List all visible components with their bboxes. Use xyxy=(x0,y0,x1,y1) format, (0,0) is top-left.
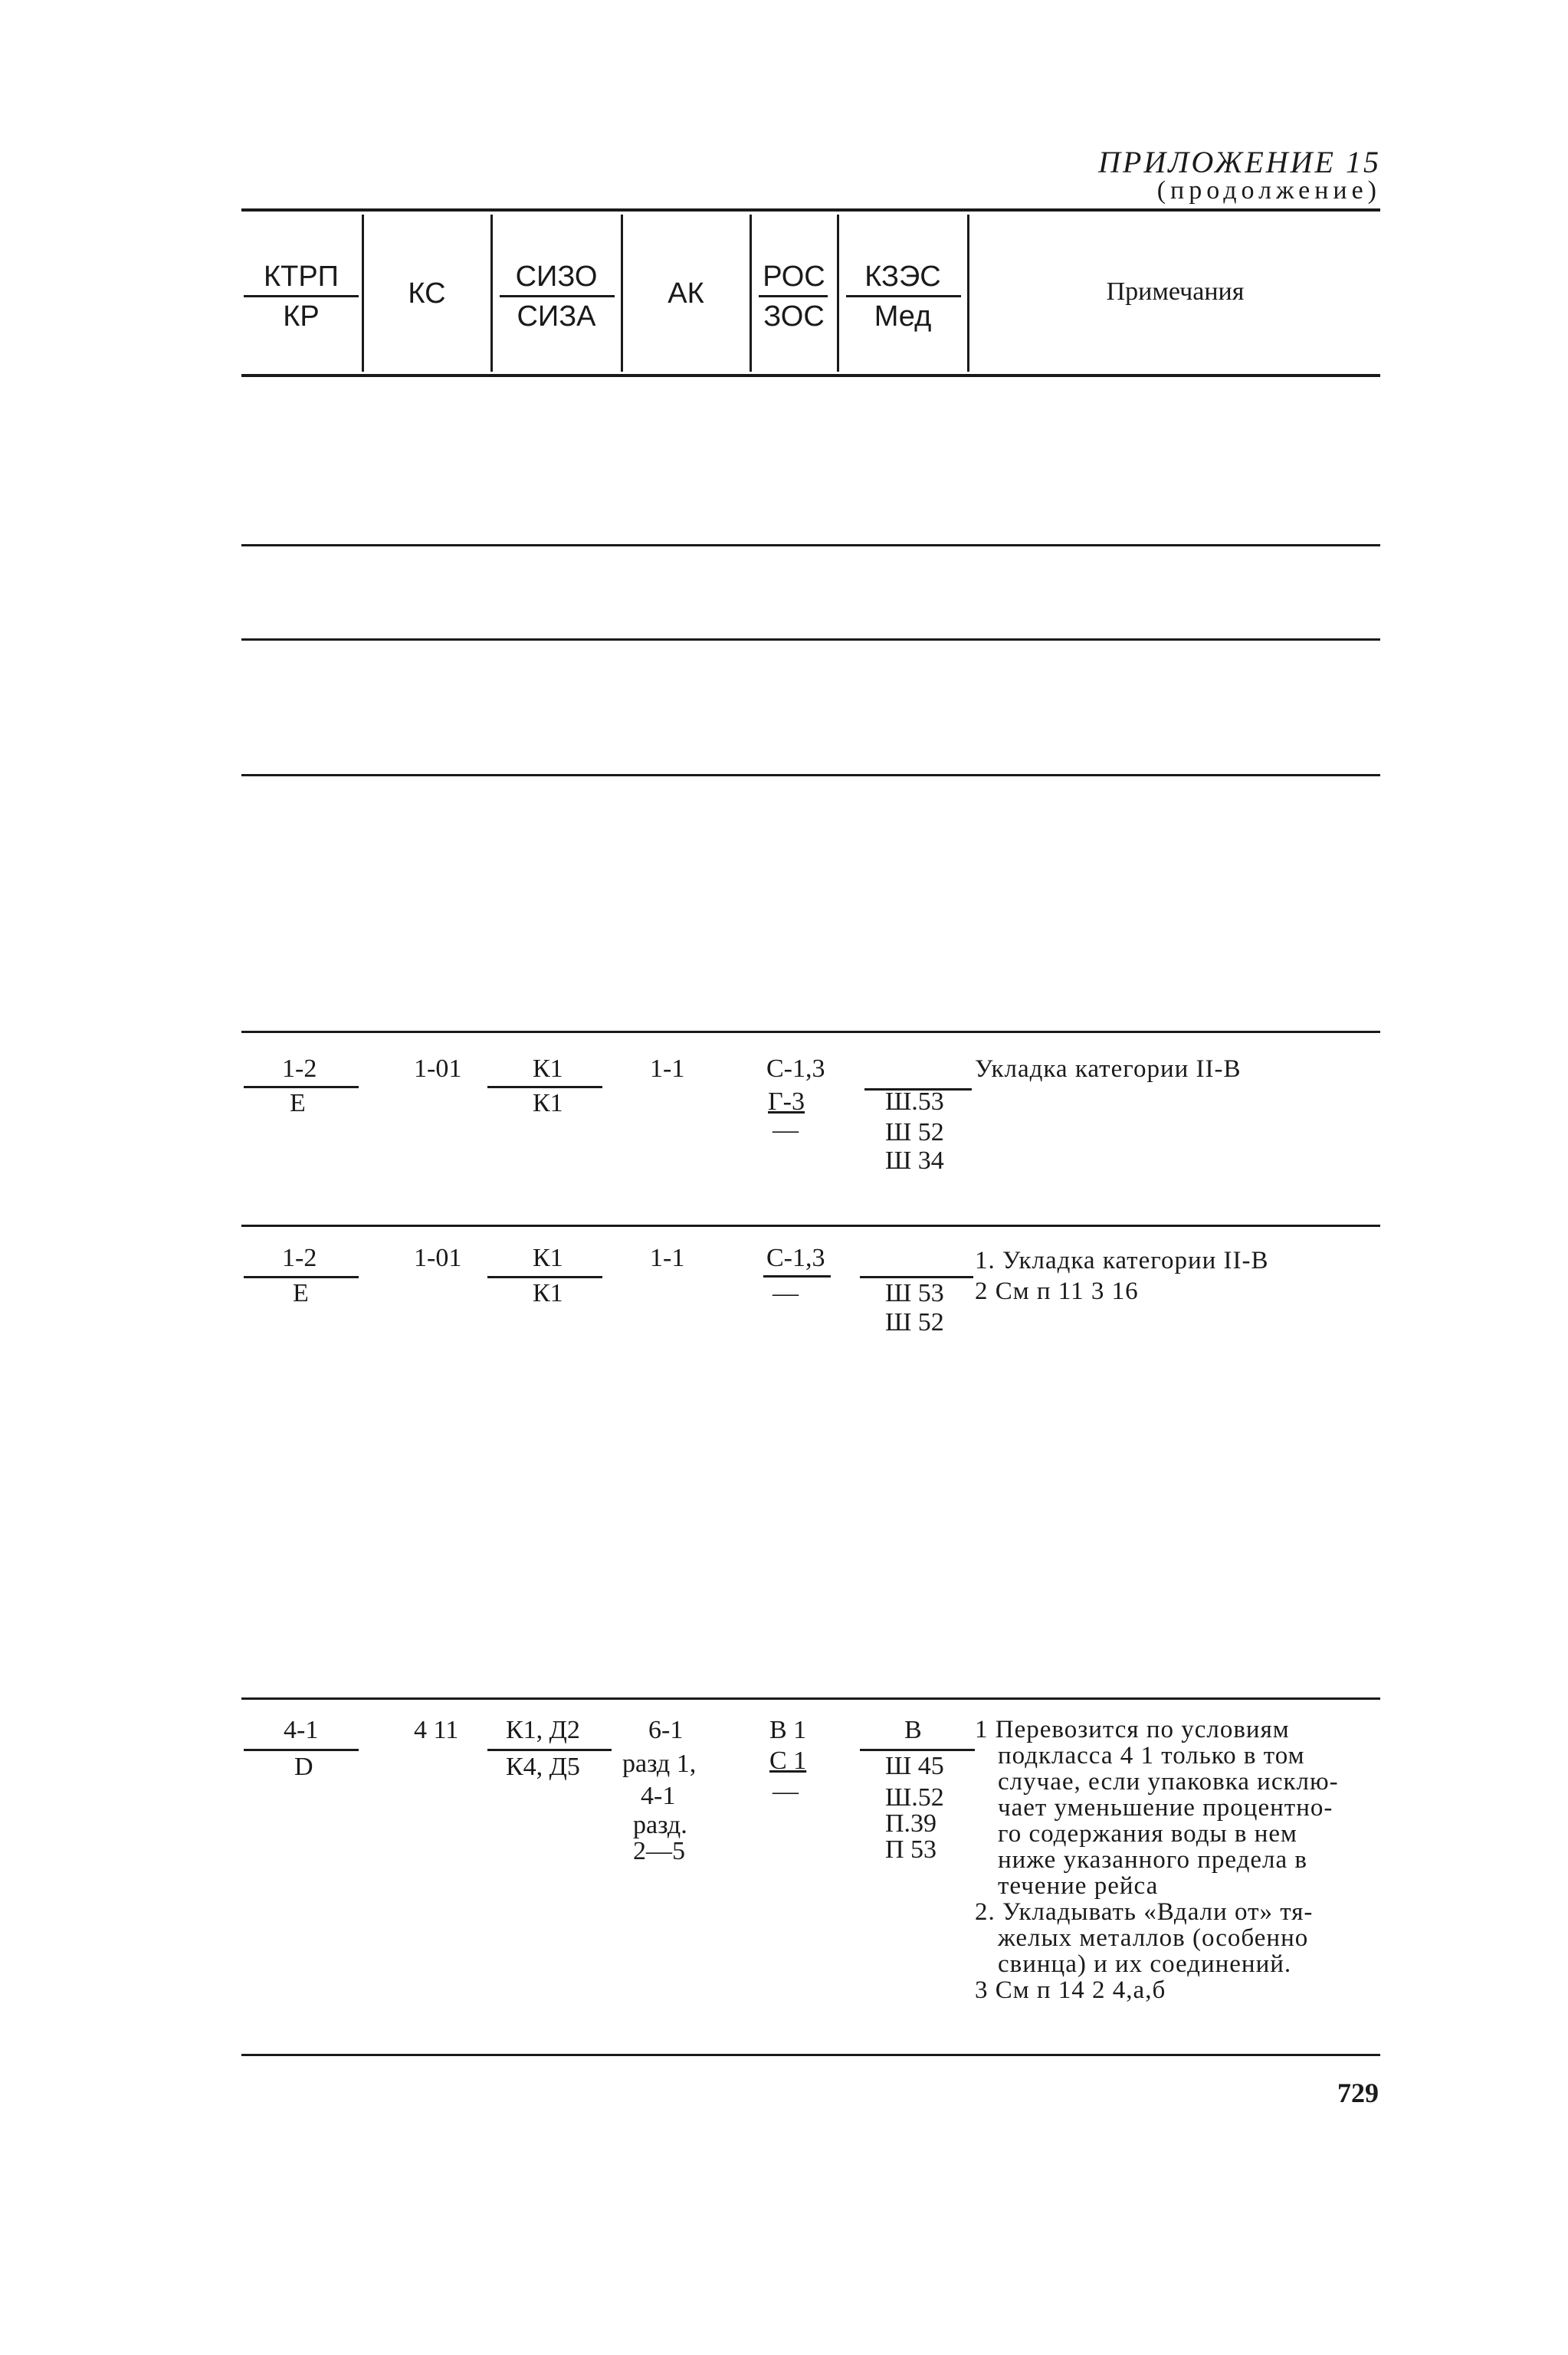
cell-fraction-line xyxy=(763,1275,831,1278)
cell-kzes: Ш 53 xyxy=(885,1279,944,1307)
cell-kzes: Ш.53 xyxy=(885,1087,944,1116)
note-line: случае, если упаковка исклю- xyxy=(998,1768,1339,1796)
col-separator xyxy=(362,215,364,372)
cell-ak: 4-1 xyxy=(641,1782,676,1810)
cell-ak: разд. xyxy=(633,1811,687,1839)
col-header-ak: АК xyxy=(668,277,704,310)
cell-kzes: Ш 52 xyxy=(885,1118,944,1146)
header-fraction-line xyxy=(244,295,359,297)
cell-ks: 4 11 xyxy=(414,1716,459,1744)
cell-notes xyxy=(975,1056,1242,1082)
note-line: желых металлов (особенно xyxy=(998,1924,1309,1952)
col-header-med: Мед xyxy=(874,300,932,333)
cell-sizo: К1 xyxy=(533,1244,563,1272)
header-bottom-rule xyxy=(241,374,1380,377)
appendix-title: ПРИЛОЖЕНИЕ 15 xyxy=(1098,145,1381,179)
note-line: го содержания воды в нем xyxy=(998,1820,1297,1848)
cell-ros: — xyxy=(773,1777,799,1806)
row-rule xyxy=(241,1225,1380,1227)
note-line: 3 См п 14 2 4,а,б xyxy=(975,1976,1166,2004)
cell-notes xyxy=(975,1245,1269,1307)
cell-ks: 1-01 xyxy=(414,1055,462,1083)
note-line: Укладка категории II-В xyxy=(975,1055,1242,1083)
col-header-ros: РОС xyxy=(763,261,825,293)
cell-ak: разд 1, xyxy=(622,1750,697,1778)
col-separator xyxy=(750,215,752,372)
page-number: 729 xyxy=(1337,2078,1379,2108)
cell-ros: С-1,3 xyxy=(766,1244,825,1272)
col-header-ks: КС xyxy=(408,277,446,310)
col-header-sizo: СИЗО xyxy=(515,261,598,293)
col-separator xyxy=(490,215,493,372)
row-rule xyxy=(241,638,1380,641)
cell-ak: 2—5 xyxy=(633,1837,685,1865)
cell-ktrp: 4-1 xyxy=(284,1716,319,1744)
header-fraction-line xyxy=(846,295,961,297)
cell-kzes-top: В xyxy=(904,1716,922,1744)
note-line: течение рейса xyxy=(998,1872,1159,1900)
cell-ktrp: 1-2 xyxy=(282,1244,317,1272)
cell-ros: В 1 xyxy=(769,1716,807,1744)
cell-notes xyxy=(975,1717,1339,2003)
continuation-label: (продолжение) xyxy=(1156,176,1381,205)
cell-kzes: Ш 34 xyxy=(885,1146,944,1175)
cell-siza: К4, Д5 xyxy=(506,1753,580,1781)
col-header-kzes: КЗЭС xyxy=(864,261,941,293)
cell-ak: 1-1 xyxy=(650,1055,685,1083)
col-separator xyxy=(621,215,623,372)
row-rule xyxy=(241,1697,1380,1700)
cell-ak: 6-1 xyxy=(648,1716,684,1744)
row-rule xyxy=(241,1031,1380,1033)
col-separator xyxy=(967,215,969,372)
note-line: чает уменьшение процентно- xyxy=(998,1794,1333,1822)
note-line: 2. Укладывать «Вдали от» тя- xyxy=(975,1898,1314,1926)
cell-sizo: К1 xyxy=(533,1055,563,1083)
col-header-zos: ЗОС xyxy=(763,300,825,333)
header-fraction-line xyxy=(500,295,615,297)
table-top-rule xyxy=(241,208,1380,212)
cell-siza: К1 xyxy=(533,1089,563,1117)
header-fraction-line xyxy=(759,295,828,297)
note-line: свинца) и их соединений. xyxy=(998,1950,1292,1978)
col-header-notes: Примечания xyxy=(1106,277,1245,306)
cell-ros: Г-3 xyxy=(768,1087,805,1116)
cell-kzes: П 53 xyxy=(885,1835,937,1864)
note-line: 1 Перевозится по условиям xyxy=(975,1716,1290,1743)
cell-ktrp: 1-2 xyxy=(282,1055,317,1083)
cell-kzes: Ш.52 xyxy=(885,1783,944,1812)
cell-ros: С-1,3 xyxy=(766,1055,825,1083)
row-rule xyxy=(241,774,1380,776)
cell-kzes: Ш 52 xyxy=(885,1308,944,1337)
note-line: 1. Укладка категории II-В xyxy=(975,1247,1269,1274)
note-line: подкласса 4 1 только в том xyxy=(998,1742,1305,1770)
cell-siza: К1 xyxy=(533,1279,563,1307)
cell-ks: 1-01 xyxy=(414,1244,462,1272)
cell-kzes: П.39 xyxy=(885,1809,937,1838)
col-header-ktrp: КТРП xyxy=(263,261,339,293)
cell-ros: — xyxy=(773,1116,799,1144)
row-rule xyxy=(241,544,1380,546)
cell-kr: Е xyxy=(290,1089,306,1117)
cell-kr: Е xyxy=(293,1279,309,1307)
cell-fraction-line xyxy=(244,1749,359,1751)
note-line: ниже указанного предела в xyxy=(998,1846,1307,1874)
col-header-siza: СИЗА xyxy=(517,300,596,333)
col-header-kr: КР xyxy=(283,300,320,333)
cell-kr: D xyxy=(294,1753,313,1781)
cell-kzes: Ш 45 xyxy=(885,1752,944,1780)
note-line: 2 См п 11 3 16 xyxy=(975,1278,1139,1305)
table-bottom-rule xyxy=(241,2054,1380,2056)
cell-ros: С 1 xyxy=(769,1747,807,1775)
cell-ak: 1-1 xyxy=(650,1244,685,1272)
cell-ros: — xyxy=(773,1279,799,1307)
col-separator xyxy=(837,215,839,372)
cell-sizo: К1, Д2 xyxy=(506,1716,580,1744)
cell-fraction-line xyxy=(487,1749,612,1751)
